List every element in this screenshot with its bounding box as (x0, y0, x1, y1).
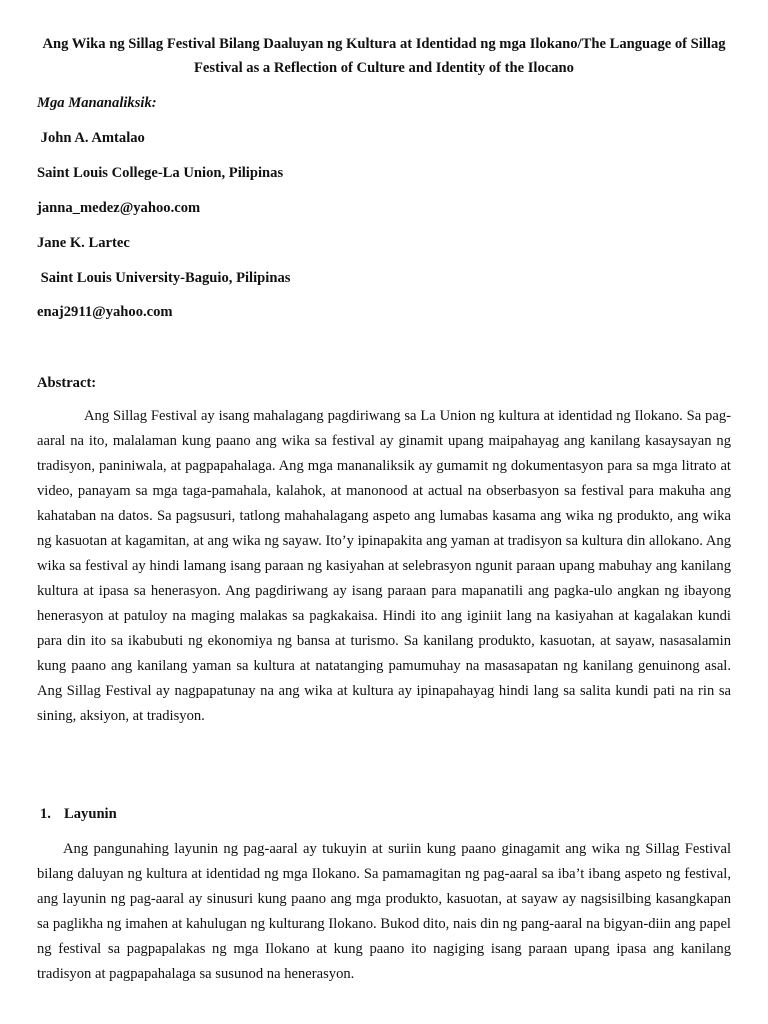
abstract-heading: Abstract: (37, 375, 97, 391)
author-affiliation: Saint Louis University-Baguio, Pilipinas (37, 270, 291, 286)
paper-title: Ang Wika ng Sillag Festival Bilang Daaluyan ng Kultura at Identidad ng mga Ilokano/The Language of Sillag Festival as a Reflection of Culture and Identity of the Ilocano (42, 36, 726, 76)
author-email: janna_medez@yahoo.com (37, 200, 201, 216)
researchers-label: Mga Mananaliksik: (37, 95, 157, 111)
author-email: enaj2911@yahoo.com (37, 304, 173, 320)
section-paragraph: Ang pangunahing layunin ng pag-aaral ay tukuyin at suriin kung paano ginagamit ang wika ng Sillag Festival bilang daluyan ng kultura at identidad ng mga Ilokano. Sa pamamagitan ng pag-aaral sa iba’t ibang aspeto ng festival, ang layunin ng pag-aaral ay sinusuri kung paano ang mga produkto, kasuotan, at sayaw ay nagsisilbing kasangkapan sa paglikha ng imahen at kahulugan ng kulturang Ilokano. Bukod dito, nais din ng pang-aaral na bigyan-diin ang papel ng festival sa pagpapalakas ng mga Ilokano at kung paano ito nagiging isang paraan upang ipasa ang kanilang tradisyon at pagpapahalaga sa susunod na henerasyon. (37, 841, 731, 982)
author-name: John A. Amtalao (37, 130, 145, 146)
abstract-paragraph: Ang Sillag Festival ay isang mahalagang pagdiriwang sa La Union ng kultura at identidad ng Ilokano. Sa pag-aaral na ito, malalaman kung paano ang wika sa festival ay ginamit upang maipahayag ang kanilang kasaysayan ng tradisyon, paniniwala, at pagpapahalaga. Ang mga mananaliksik ay gumamit ng dokumentasyon para sa mga litrato at video, panayam sa mga taga-pamahala, kalahok, at manonood at actual na obserbasyon sa festival para makuha ang kahataban na datos. Sa pagsusuri, tatlong mahahalagang aspeto ang lumabas kasama ang wika ng produkto, ang wika ng kasuotan at kagamitan, at ang wika ng sayaw. Ito’y ipinapakita ang yaman at tradisyon sa kultura din allokano. Ang wika sa festival ay hindi lamang isang paraan ng kasiyahan at selebrasyon ngunit paraan upang mabuhay ang kanilang kultura at ipasa sa henerasyon. Ang pagdiriwang ay isang paraan para mapanatili ang pagka-ulo angkan ng ibayong henerasyon at patuloy na maging malakas sa pagkakaisa. Hindi ito ang iginiit lang na kasiyahan at kagalakan kundi para din ito sa ikabubuti ng ekonomiya ng bansa at turismo. Sa kanilang produkto, kasuotan, at sayaw, nasasalamin kung paano ang kanilang yaman sa kultura at natatanging pamumuhay na masasapatan ng kanilang genuinong asal. Ang Sillag Festival ay nagpapatunay na ang wika at kultura ay ipinapahayag hindi lang sa salita kundi pati na rin sa sining, aksiyon, at tradisyon. (37, 408, 731, 724)
section-number: 1. (40, 806, 51, 822)
author-affiliation: Saint Louis College-La Union, Pilipinas (37, 165, 284, 181)
section-heading: Layunin (64, 806, 117, 822)
author-name: Jane K. Lartec (37, 235, 130, 251)
